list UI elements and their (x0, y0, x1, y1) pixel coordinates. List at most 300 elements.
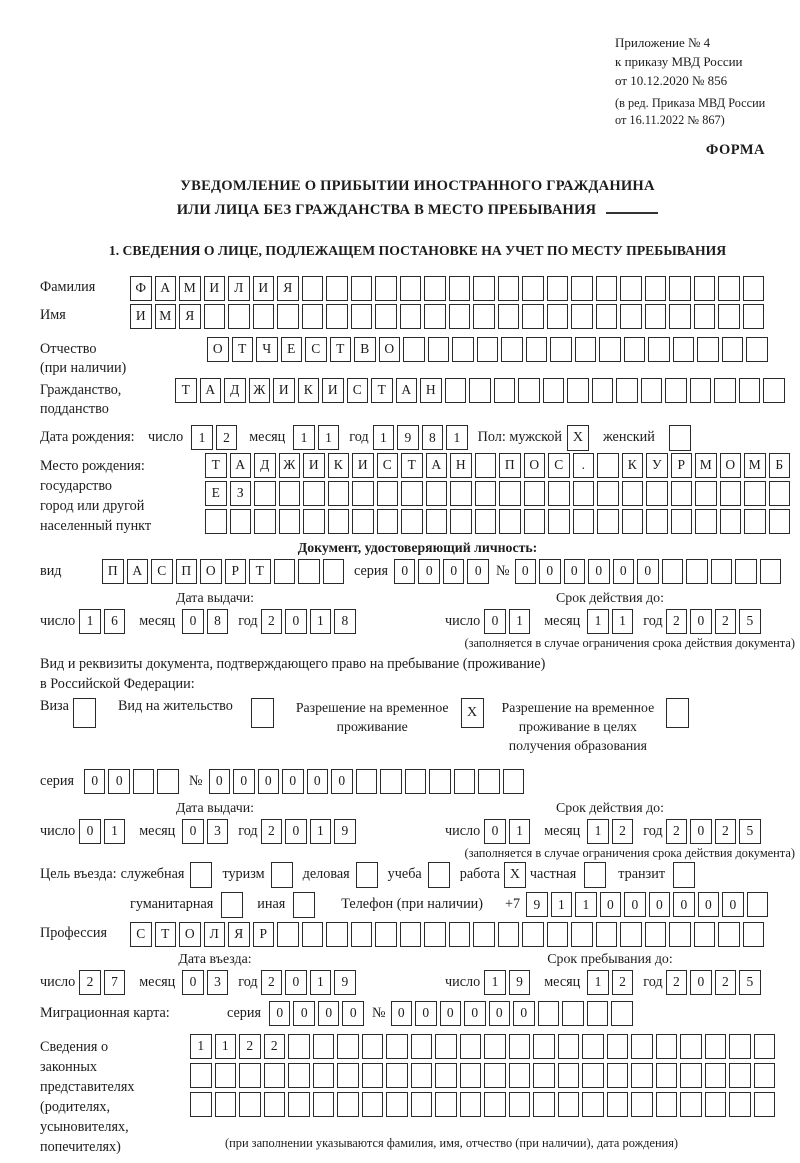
char-cell[interactable] (277, 304, 299, 329)
char-cell[interactable]: 0 (331, 769, 353, 794)
char-cell[interactable] (375, 276, 397, 301)
char-cell[interactable] (302, 922, 324, 947)
char-cell[interactable] (607, 1063, 629, 1088)
temp-residence-checkbox[interactable]: X (461, 698, 484, 728)
char-cell[interactable] (680, 1034, 702, 1059)
char-cell[interactable] (215, 1063, 237, 1088)
char-cell[interactable] (498, 922, 520, 947)
char-cell[interactable] (424, 922, 446, 947)
char-cell[interactable] (445, 378, 467, 403)
char-cell[interactable]: 1 (509, 819, 531, 844)
char-cell[interactable] (558, 1034, 580, 1059)
char-cell[interactable]: И (352, 453, 374, 478)
char-cell[interactable] (435, 1063, 457, 1088)
char-cell[interactable] (624, 337, 646, 362)
char-cell[interactable]: В (354, 337, 376, 362)
char-cell[interactable] (558, 1063, 580, 1088)
citizenship-cells[interactable] (175, 378, 785, 403)
char-cell[interactable] (656, 1063, 678, 1088)
char-cell[interactable] (351, 922, 373, 947)
res-series-cells[interactable] (84, 769, 179, 794)
char-cell[interactable] (475, 481, 497, 506)
residence-permit-checkbox[interactable] (251, 698, 274, 728)
char-cell[interactable] (473, 276, 495, 301)
visa-checkbox[interactable] (73, 698, 96, 728)
char-cell[interactable]: 1 (310, 819, 332, 844)
char-cell[interactable]: 9 (526, 892, 548, 917)
doc-issue-month-cells[interactable] (182, 609, 228, 634)
birthplace-cells-row3[interactable] (205, 509, 790, 534)
char-cell[interactable] (386, 1063, 408, 1088)
char-cell[interactable] (671, 481, 693, 506)
char-cell[interactable]: 1 (79, 609, 101, 634)
char-cell[interactable]: 2 (264, 1034, 286, 1059)
char-cell[interactable] (662, 559, 684, 584)
char-cell[interactable] (435, 1034, 457, 1059)
char-cell[interactable]: М (744, 453, 766, 478)
birthplace-cells-row1[interactable] (205, 453, 790, 478)
char-cell[interactable] (411, 1063, 433, 1088)
char-cell[interactable] (573, 509, 595, 534)
char-cell[interactable]: А (127, 559, 149, 584)
birthplace-cells-row2[interactable] (205, 481, 790, 506)
char-cell[interactable] (522, 922, 544, 947)
char-cell[interactable] (424, 276, 446, 301)
char-cell[interactable] (239, 1092, 261, 1117)
char-cell[interactable] (499, 509, 521, 534)
res-issue-year-cells[interactable] (261, 819, 356, 844)
char-cell[interactable] (694, 304, 716, 329)
char-cell[interactable]: А (200, 378, 222, 403)
char-cell[interactable] (326, 304, 348, 329)
char-cell[interactable]: С (347, 378, 369, 403)
char-cell[interactable]: 1 (191, 425, 213, 450)
char-cell[interactable] (746, 337, 768, 362)
char-cell[interactable]: 2 (666, 609, 688, 634)
char-cell[interactable]: С (377, 453, 399, 478)
char-cell[interactable] (711, 559, 733, 584)
char-cell[interactable]: 0 (722, 892, 744, 917)
char-cell[interactable] (375, 304, 397, 329)
char-cell[interactable] (352, 481, 374, 506)
char-cell[interactable]: И (303, 453, 325, 478)
char-cell[interactable]: 6 (104, 609, 126, 634)
phone-cells[interactable] (526, 892, 768, 917)
char-cell[interactable]: 0 (342, 1001, 364, 1026)
char-cell[interactable] (473, 304, 495, 329)
char-cell[interactable] (435, 1092, 457, 1117)
char-cell[interactable] (473, 922, 495, 947)
char-cell[interactable]: 0 (282, 769, 304, 794)
char-cell[interactable]: Ж (279, 453, 301, 478)
surname-cells[interactable] (130, 276, 764, 301)
char-cell[interactable] (337, 1063, 359, 1088)
birth-day-cells[interactable] (191, 425, 237, 450)
char-cell[interactable]: П (176, 559, 198, 584)
char-cell[interactable]: 5 (739, 970, 761, 995)
char-cell[interactable]: 0 (539, 559, 561, 584)
char-cell[interactable] (562, 1001, 584, 1026)
char-cell[interactable]: И (322, 378, 344, 403)
char-cell[interactable]: 0 (285, 970, 307, 995)
char-cell[interactable]: 0 (513, 1001, 535, 1026)
char-cell[interactable]: 9 (334, 970, 356, 995)
char-cell[interactable] (362, 1034, 384, 1059)
char-cell[interactable] (477, 337, 499, 362)
legal-reps-cells-row3[interactable] (190, 1092, 775, 1117)
char-cell[interactable]: Т (371, 378, 393, 403)
char-cell[interactable] (401, 481, 423, 506)
char-cell[interactable] (323, 559, 345, 584)
char-cell[interactable] (669, 304, 691, 329)
char-cell[interactable] (547, 922, 569, 947)
char-cell[interactable] (288, 1063, 310, 1088)
char-cell[interactable] (714, 378, 736, 403)
char-cell[interactable]: 2 (261, 970, 283, 995)
char-cell[interactable]: О (720, 453, 742, 478)
char-cell[interactable]: 9 (334, 819, 356, 844)
char-cell[interactable] (380, 769, 402, 794)
char-cell[interactable] (729, 1063, 751, 1088)
char-cell[interactable]: С (130, 922, 152, 947)
char-cell[interactable]: С (548, 453, 570, 478)
char-cell[interactable]: 0 (564, 559, 586, 584)
char-cell[interactable]: И (273, 378, 295, 403)
char-cell[interactable] (743, 922, 765, 947)
char-cell[interactable]: А (426, 453, 448, 478)
char-cell[interactable]: А (396, 378, 418, 403)
char-cell[interactable]: 1 (587, 609, 609, 634)
char-cell[interactable]: 0 (318, 1001, 340, 1026)
char-cell[interactable] (548, 481, 570, 506)
doc-valid-month-cells[interactable] (587, 609, 633, 634)
char-cell[interactable]: 2 (715, 970, 737, 995)
char-cell[interactable]: 1 (190, 1034, 212, 1059)
char-cell[interactable]: 5 (739, 819, 761, 844)
char-cell[interactable] (754, 1063, 776, 1088)
char-cell[interactable]: 1 (310, 609, 332, 634)
char-cell[interactable] (680, 1092, 702, 1117)
char-cell[interactable] (582, 1092, 604, 1117)
char-cell[interactable]: 0 (588, 559, 610, 584)
char-cell[interactable] (754, 1092, 776, 1117)
char-cell[interactable]: К (298, 378, 320, 403)
char-cell[interactable] (754, 1034, 776, 1059)
char-cell[interactable]: 0 (182, 819, 204, 844)
char-cell[interactable] (205, 509, 227, 534)
entry-year-cells[interactable] (261, 970, 356, 995)
char-cell[interactable] (501, 337, 523, 362)
char-cell[interactable] (599, 337, 621, 362)
char-cell[interactable] (695, 481, 717, 506)
char-cell[interactable] (254, 509, 276, 534)
char-cell[interactable]: 3 (207, 819, 229, 844)
char-cell[interactable] (596, 304, 618, 329)
char-cell[interactable] (648, 337, 670, 362)
char-cell[interactable] (503, 769, 525, 794)
char-cell[interactable] (362, 1092, 384, 1117)
char-cell[interactable]: 0 (233, 769, 255, 794)
char-cell[interactable] (620, 922, 642, 947)
char-cell[interactable] (400, 304, 422, 329)
char-cell[interactable]: 1 (310, 970, 332, 995)
entry-month-cells[interactable] (182, 970, 228, 995)
char-cell[interactable] (622, 509, 644, 534)
char-cell[interactable]: М (179, 276, 201, 301)
char-cell[interactable]: А (155, 276, 177, 301)
char-cell[interactable] (449, 304, 471, 329)
doc-valid-day-cells[interactable] (484, 609, 530, 634)
char-cell[interactable]: 2 (715, 819, 737, 844)
char-cell[interactable]: Т (232, 337, 254, 362)
char-cell[interactable] (596, 922, 618, 947)
char-cell[interactable]: Я (277, 276, 299, 301)
char-cell[interactable]: И (130, 304, 152, 329)
char-cell[interactable] (351, 276, 373, 301)
char-cell[interactable]: Ж (249, 378, 271, 403)
char-cell[interactable] (204, 304, 226, 329)
char-cell[interactable]: 0 (600, 892, 622, 917)
char-cell[interactable] (386, 1092, 408, 1117)
char-cell[interactable] (631, 1063, 653, 1088)
char-cell[interactable] (548, 509, 570, 534)
char-cell[interactable] (645, 276, 667, 301)
char-cell[interactable]: М (155, 304, 177, 329)
purpose-business-checkbox[interactable] (356, 862, 378, 888)
char-cell[interactable]: 1 (587, 970, 609, 995)
char-cell[interactable] (377, 481, 399, 506)
char-cell[interactable]: 3 (207, 970, 229, 995)
char-cell[interactable] (729, 1034, 751, 1059)
char-cell[interactable]: 0 (293, 1001, 315, 1026)
char-cell[interactable]: 0 (285, 819, 307, 844)
doc-valid-year-cells[interactable] (666, 609, 761, 634)
profession-cells[interactable] (130, 922, 764, 947)
char-cell[interactable] (669, 276, 691, 301)
char-cell[interactable] (328, 509, 350, 534)
char-cell[interactable] (405, 769, 427, 794)
purpose-private-checkbox[interactable] (584, 862, 606, 888)
purpose-official-checkbox[interactable] (190, 862, 212, 888)
char-cell[interactable]: 0 (613, 559, 635, 584)
char-cell[interactable] (484, 1063, 506, 1088)
char-cell[interactable]: Д (224, 378, 246, 403)
char-cell[interactable] (760, 559, 782, 584)
char-cell[interactable]: 0 (391, 1001, 413, 1026)
char-cell[interactable]: 0 (649, 892, 671, 917)
char-cell[interactable] (656, 1092, 678, 1117)
char-cell[interactable] (592, 378, 614, 403)
char-cell[interactable] (550, 337, 572, 362)
char-cell[interactable]: 1 (484, 970, 506, 995)
char-cell[interactable] (690, 378, 712, 403)
char-cell[interactable] (157, 769, 179, 794)
char-cell[interactable] (279, 481, 301, 506)
char-cell[interactable]: 1 (446, 425, 468, 450)
char-cell[interactable] (597, 509, 619, 534)
sex-male-checkbox[interactable]: X (567, 425, 589, 451)
char-cell[interactable]: Р (671, 453, 693, 478)
char-cell[interactable] (718, 276, 740, 301)
char-cell[interactable] (484, 1034, 506, 1059)
char-cell[interactable]: 0 (108, 769, 130, 794)
char-cell[interactable] (264, 1092, 286, 1117)
char-cell[interactable]: 2 (666, 970, 688, 995)
char-cell[interactable] (411, 1092, 433, 1117)
char-cell[interactable]: 9 (397, 425, 419, 450)
char-cell[interactable]: Л (204, 922, 226, 947)
char-cell[interactable]: Т (401, 453, 423, 478)
char-cell[interactable] (607, 1034, 629, 1059)
char-cell[interactable] (645, 304, 667, 329)
purpose-tourism-checkbox[interactable] (271, 862, 293, 888)
char-cell[interactable] (449, 922, 471, 947)
char-cell[interactable] (452, 337, 474, 362)
char-cell[interactable]: 0 (690, 819, 712, 844)
char-cell[interactable]: 2 (261, 609, 283, 634)
char-cell[interactable] (450, 509, 472, 534)
char-cell[interactable] (697, 337, 719, 362)
char-cell[interactable] (475, 453, 497, 478)
char-cell[interactable] (386, 1034, 408, 1059)
char-cell[interactable] (587, 1001, 609, 1026)
char-cell[interactable]: Н (420, 378, 442, 403)
char-cell[interactable]: О (200, 559, 222, 584)
char-cell[interactable] (449, 276, 471, 301)
char-cell[interactable]: 0 (182, 609, 204, 634)
char-cell[interactable]: Л (228, 276, 250, 301)
char-cell[interactable] (718, 922, 740, 947)
char-cell[interactable] (499, 481, 521, 506)
char-cell[interactable] (239, 1063, 261, 1088)
char-cell[interactable]: Я (228, 922, 250, 947)
char-cell[interactable]: М (695, 453, 717, 478)
stay-month-cells[interactable] (587, 970, 633, 995)
char-cell[interactable]: 0 (84, 769, 106, 794)
entry-day-cells[interactable] (79, 970, 125, 995)
char-cell[interactable] (303, 509, 325, 534)
char-cell[interactable] (686, 559, 708, 584)
char-cell[interactable]: 0 (467, 559, 489, 584)
char-cell[interactable] (620, 276, 642, 301)
char-cell[interactable]: 1 (575, 892, 597, 917)
char-cell[interactable]: 2 (261, 819, 283, 844)
char-cell[interactable]: 0 (637, 559, 659, 584)
birth-year-cells[interactable] (373, 425, 468, 450)
char-cell[interactable] (302, 276, 324, 301)
char-cell[interactable] (669, 922, 691, 947)
char-cell[interactable] (475, 509, 497, 534)
char-cell[interactable]: 5 (739, 609, 761, 634)
char-cell[interactable] (743, 304, 765, 329)
char-cell[interactable] (597, 481, 619, 506)
char-cell[interactable] (769, 509, 791, 534)
char-cell[interactable] (450, 481, 472, 506)
char-cell[interactable]: П (102, 559, 124, 584)
char-cell[interactable] (616, 378, 638, 403)
char-cell[interactable]: И (204, 276, 226, 301)
char-cell[interactable] (533, 1034, 555, 1059)
char-cell[interactable] (571, 276, 593, 301)
char-cell[interactable] (352, 509, 374, 534)
char-cell[interactable]: 1 (551, 892, 573, 917)
char-cell[interactable]: Е (281, 337, 303, 362)
char-cell[interactable] (646, 509, 668, 534)
char-cell[interactable] (646, 481, 668, 506)
char-cell[interactable] (582, 1034, 604, 1059)
char-cell[interactable]: 0 (443, 559, 465, 584)
purpose-transit-checkbox[interactable] (673, 862, 695, 888)
char-cell[interactable] (484, 1092, 506, 1117)
char-cell[interactable]: Т (155, 922, 177, 947)
char-cell[interactable] (298, 559, 320, 584)
char-cell[interactable] (328, 481, 350, 506)
char-cell[interactable] (571, 304, 593, 329)
char-cell[interactable]: П (499, 453, 521, 478)
mig-number-cells[interactable] (391, 1001, 633, 1026)
given-name-cells[interactable] (130, 304, 764, 329)
char-cell[interactable] (494, 378, 516, 403)
char-cell[interactable]: К (328, 453, 350, 478)
char-cell[interactable]: 0 (690, 970, 712, 995)
char-cell[interactable] (694, 922, 716, 947)
char-cell[interactable] (631, 1092, 653, 1117)
doc-issue-day-cells[interactable] (79, 609, 125, 634)
doc-number-cells[interactable] (515, 559, 782, 584)
char-cell[interactable] (744, 481, 766, 506)
char-cell[interactable]: Р (225, 559, 247, 584)
mig-series-cells[interactable] (269, 1001, 364, 1026)
char-cell[interactable] (428, 337, 450, 362)
char-cell[interactable]: 0 (489, 1001, 511, 1026)
birth-month-cells[interactable] (293, 425, 339, 450)
doc-kind-cells[interactable] (102, 559, 344, 584)
char-cell[interactable] (607, 1092, 629, 1117)
char-cell[interactable]: 2 (715, 609, 737, 634)
char-cell[interactable] (597, 453, 619, 478)
char-cell[interactable] (524, 481, 546, 506)
char-cell[interactable]: Ф (130, 276, 152, 301)
char-cell[interactable] (498, 304, 520, 329)
char-cell[interactable] (337, 1034, 359, 1059)
char-cell[interactable] (362, 1063, 384, 1088)
char-cell[interactable] (735, 559, 757, 584)
char-cell[interactable] (509, 1063, 531, 1088)
char-cell[interactable] (228, 304, 250, 329)
char-cell[interactable]: 1 (104, 819, 126, 844)
char-cell[interactable]: Б (769, 453, 791, 478)
char-cell[interactable] (302, 304, 324, 329)
char-cell[interactable] (705, 1092, 727, 1117)
char-cell[interactable]: 0 (307, 769, 329, 794)
char-cell[interactable] (337, 1092, 359, 1117)
char-cell[interactable]: 0 (285, 609, 307, 634)
char-cell[interactable] (631, 1034, 653, 1059)
char-cell[interactable] (133, 769, 155, 794)
char-cell[interactable] (277, 922, 299, 947)
char-cell[interactable] (253, 304, 275, 329)
res-issue-month-cells[interactable] (182, 819, 228, 844)
stay-year-cells[interactable] (666, 970, 761, 995)
char-cell[interactable] (739, 378, 761, 403)
char-cell[interactable] (744, 509, 766, 534)
char-cell[interactable] (558, 1092, 580, 1117)
char-cell[interactable] (538, 1001, 560, 1026)
char-cell[interactable]: Ч (256, 337, 278, 362)
char-cell[interactable] (460, 1034, 482, 1059)
char-cell[interactable] (313, 1034, 335, 1059)
char-cell[interactable] (596, 276, 618, 301)
